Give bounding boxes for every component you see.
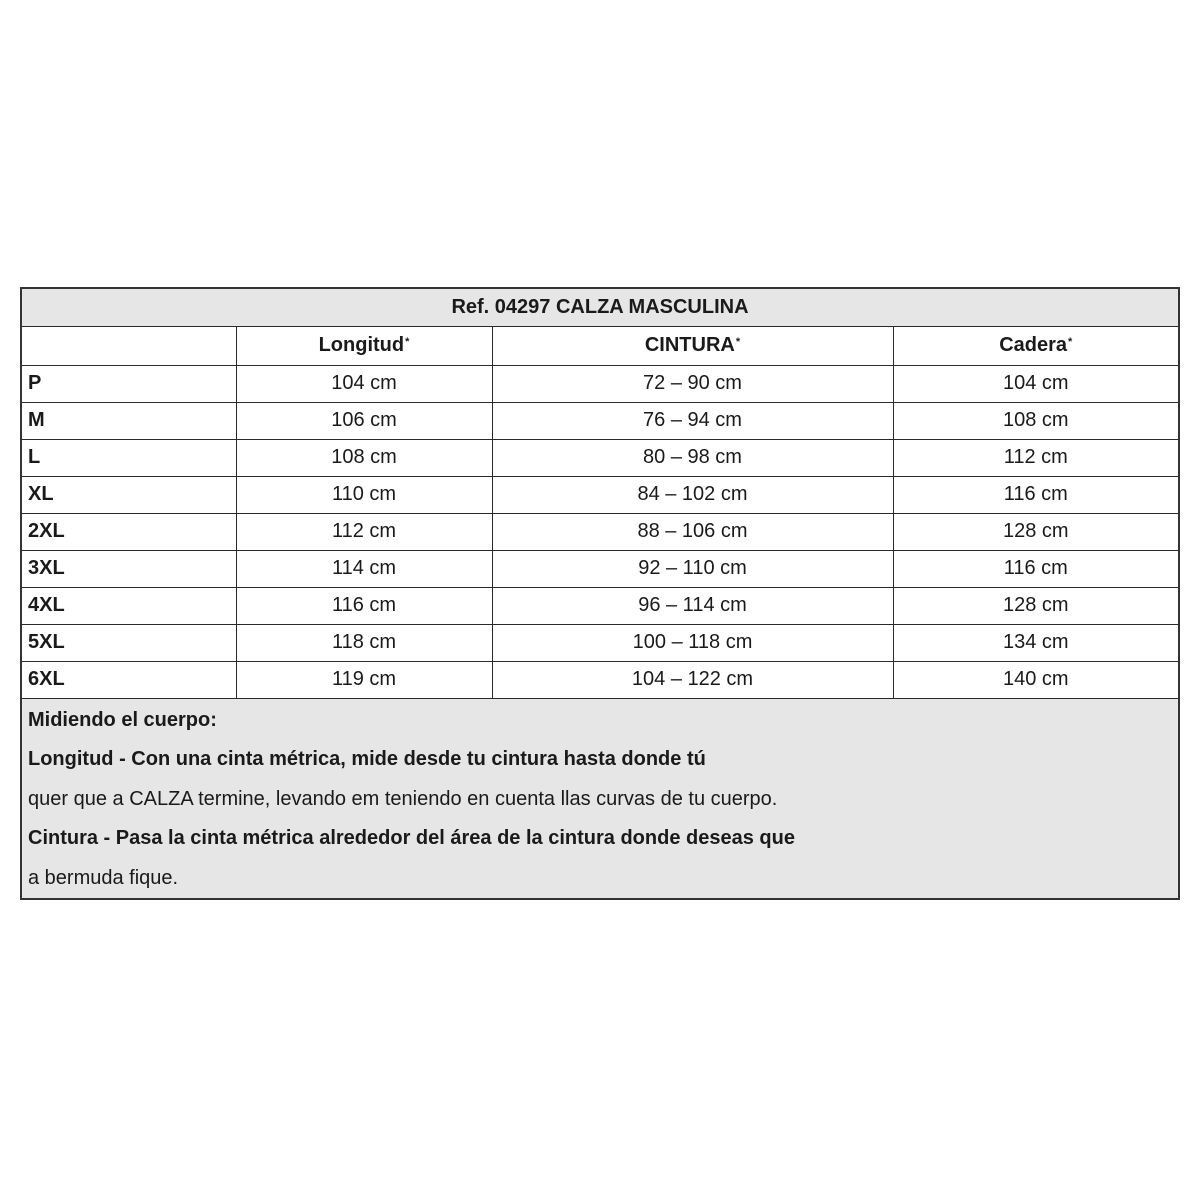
header-length-marker: * bbox=[405, 336, 410, 348]
chart-title: Ref. 04297 CALZA MASCULINA bbox=[22, 289, 1178, 326]
waist-value: 76 – 94 cm bbox=[492, 402, 893, 439]
table-row bbox=[22, 624, 1178, 661]
hip-value: 104 cm bbox=[893, 365, 1178, 402]
title-row bbox=[22, 289, 1178, 326]
waist-value: 100 – 118 cm bbox=[492, 624, 893, 661]
length-note-text: quer que a CALZA termine, levando em teniendo en cuenta llas curvas de tu cuerpo. bbox=[28, 787, 778, 810]
header-hip bbox=[893, 326, 1178, 365]
length-value: 116 cm bbox=[236, 587, 492, 624]
hip-value: 134 cm bbox=[893, 624, 1178, 661]
size-table bbox=[22, 289, 1178, 699]
length-value: 114 cm bbox=[236, 550, 492, 587]
waist-value: 92 – 110 cm bbox=[492, 550, 893, 587]
table-row bbox=[22, 476, 1178, 513]
waist-value: 72 – 90 cm bbox=[492, 365, 893, 402]
length-value: 110 cm bbox=[236, 476, 492, 513]
table-row bbox=[22, 402, 1178, 439]
size-label: P bbox=[22, 365, 236, 402]
header-waist bbox=[492, 326, 893, 365]
hip-value: 112 cm bbox=[893, 439, 1178, 476]
header-row bbox=[22, 326, 1178, 365]
table-row bbox=[22, 513, 1178, 550]
measuring-notes bbox=[22, 699, 1178, 899]
hip-value: 116 cm bbox=[893, 550, 1178, 587]
waist-note-text: a bermuda fique. bbox=[28, 866, 179, 889]
waist-value: 88 – 106 cm bbox=[492, 513, 893, 550]
table-row bbox=[22, 587, 1178, 624]
table-row bbox=[22, 661, 1178, 698]
notes-heading: Midiendo el cuerpo: bbox=[28, 708, 217, 731]
table-row bbox=[22, 365, 1178, 402]
length-note-title: Longitud - Con una cinta métrica, mide desde tu cintura hasta donde tú bbox=[28, 748, 706, 770]
header-hip-label: Cadera bbox=[999, 334, 1068, 356]
size-label: 4XL bbox=[22, 587, 236, 624]
length-value: 118 cm bbox=[236, 624, 492, 661]
header-waist-marker: * bbox=[735, 336, 741, 348]
size-chart bbox=[20, 287, 1180, 900]
length-value: 108 cm bbox=[236, 439, 492, 476]
size-label: 3XL bbox=[22, 550, 236, 587]
size-label: M bbox=[22, 402, 236, 439]
header-length bbox=[236, 326, 492, 365]
size-label: L bbox=[22, 439, 236, 476]
length-value: 104 cm bbox=[236, 365, 492, 402]
header-size bbox=[22, 326, 236, 365]
size-label: XL bbox=[22, 476, 236, 513]
length-value: 112 cm bbox=[236, 513, 492, 550]
length-value: 119 cm bbox=[236, 661, 492, 698]
table-row bbox=[22, 439, 1178, 476]
waist-value: 84 – 102 cm bbox=[492, 476, 893, 513]
header-waist-label: CINTURA bbox=[644, 334, 735, 356]
size-label: 2XL bbox=[22, 513, 236, 550]
table-row bbox=[22, 550, 1178, 587]
hip-value: 108 cm bbox=[893, 402, 1178, 439]
header-hip-marker: * bbox=[1068, 336, 1073, 348]
waist-value: 104 – 122 cm bbox=[492, 661, 893, 698]
hip-value: 116 cm bbox=[893, 476, 1178, 513]
size-label: 6XL bbox=[22, 661, 236, 698]
waist-note-title: Cintura - Pasa la cinta métrica alrededor del área de la cintura donde deseas que bbox=[28, 827, 795, 849]
hip-value: 128 cm bbox=[893, 587, 1178, 624]
waist-value: 96 – 114 cm bbox=[492, 587, 893, 624]
size-label: 5XL bbox=[22, 624, 236, 661]
waist-value: 80 – 98 cm bbox=[492, 439, 893, 476]
header-length-label: Longitud bbox=[318, 334, 405, 356]
length-value: 106 cm bbox=[236, 402, 492, 439]
hip-value: 128 cm bbox=[893, 513, 1178, 550]
hip-value: 140 cm bbox=[893, 661, 1178, 698]
